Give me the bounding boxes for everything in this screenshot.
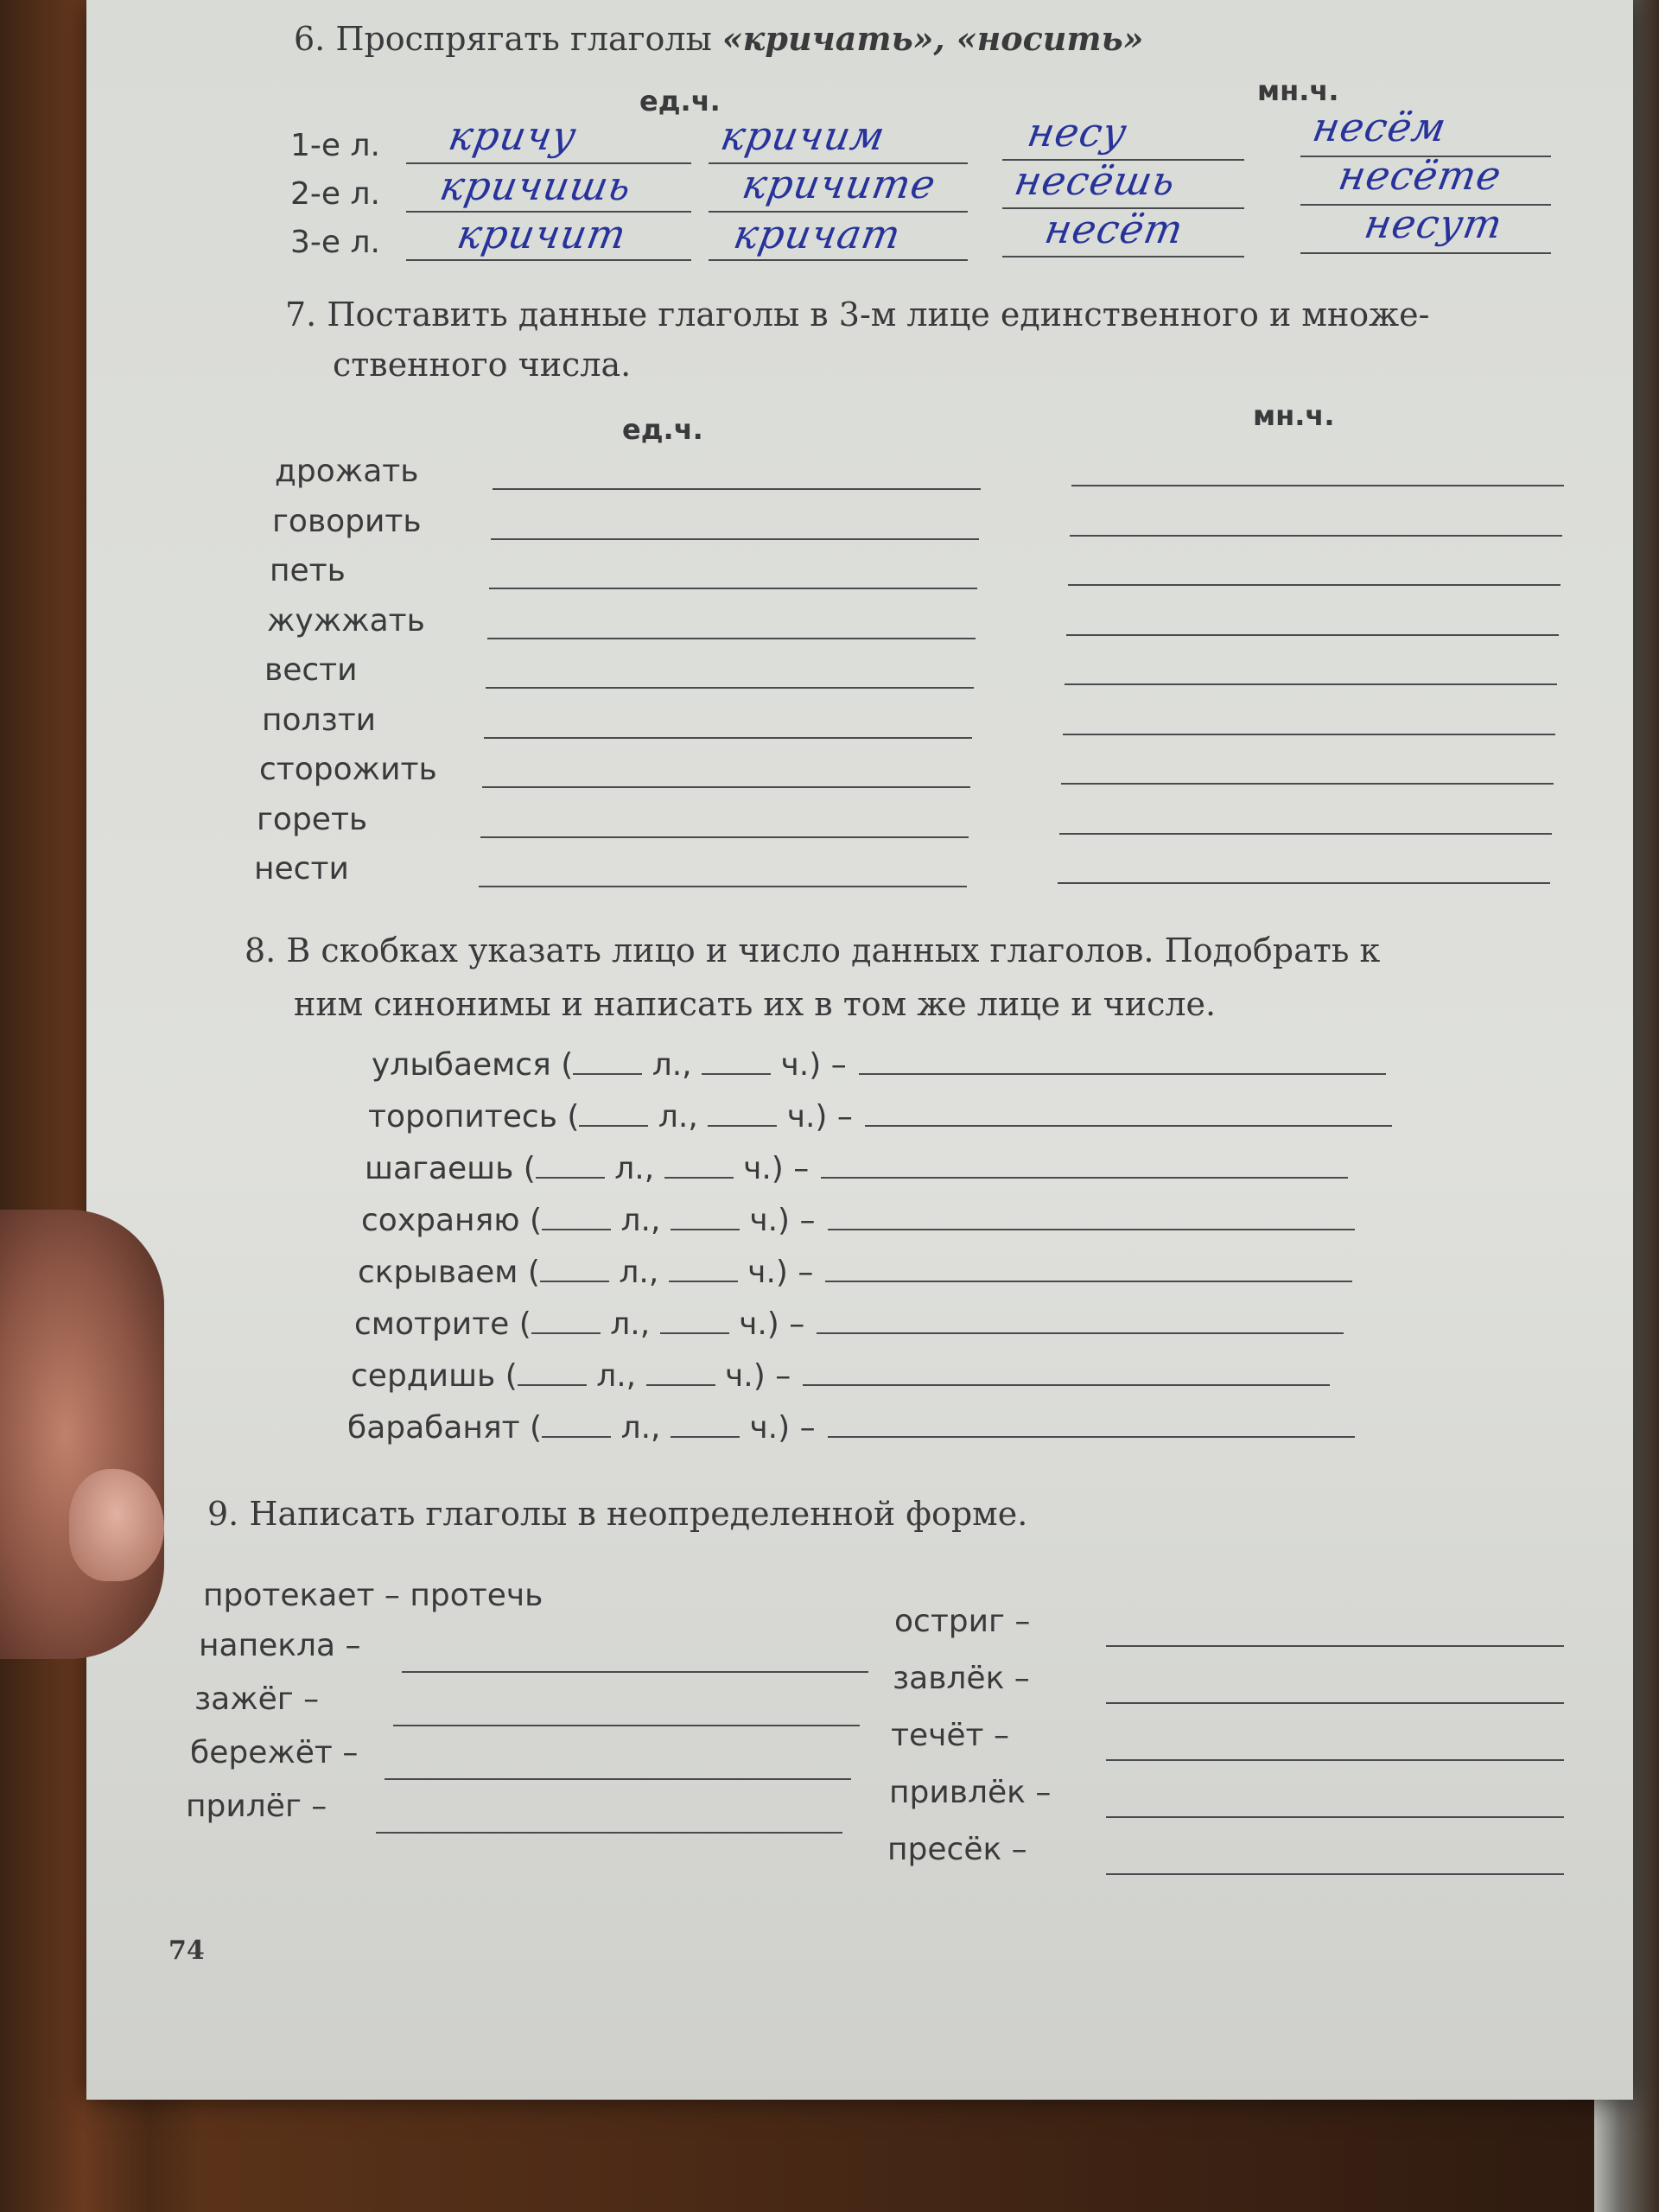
task9-left-answer-line[interactable] (402, 1671, 868, 1673)
task8-verb: барабанят (347, 1410, 520, 1446)
task6-person-1: 1-е л. (290, 128, 380, 163)
task7-pl-answer-line[interactable] (1071, 485, 1564, 486)
task9-left-answer-line[interactable] (376, 1832, 842, 1834)
task9-left-verb: прилёг – (186, 1789, 327, 1824)
person-abbr: л., (596, 1358, 637, 1394)
task7-pl-answer-line[interactable] (1070, 535, 1562, 537)
task7-verb: вести (264, 652, 358, 688)
thumb (0, 1210, 164, 1659)
task9-right-answer-line[interactable] (1106, 1873, 1564, 1875)
task7-pl-answer-line[interactable] (1061, 783, 1554, 785)
task9-right-answer-line[interactable] (1106, 1816, 1564, 1818)
number-blank[interactable] (671, 1412, 740, 1438)
task7-verb: петь (270, 553, 346, 588)
task7-pl-answer-line[interactable] (1066, 634, 1559, 636)
synonym-blank[interactable] (803, 1360, 1330, 1386)
task8-verb: смотрите (354, 1306, 510, 1342)
person-abbr: л., (652, 1047, 692, 1083)
number-blank[interactable] (646, 1360, 715, 1386)
task8-row: барабанят ( л., ч.) – (347, 1410, 1355, 1446)
task7-verb: жужжать (267, 602, 425, 639)
number-abbr: ч.) – (786, 1099, 853, 1135)
number-blank[interactable] (708, 1101, 777, 1127)
synonym-blank[interactable] (828, 1412, 1355, 1438)
task9-title: 9. Написать глаголы в неопределенной форме. (207, 1495, 1028, 1533)
answer-3sg-nosit: несёт (1041, 206, 1187, 252)
task9-example: протекает – протечь (203, 1578, 543, 1613)
answer-2pl-nosit: несёте (1335, 152, 1506, 199)
task9-right-verb: пресёк – (887, 1832, 1027, 1867)
answer-2sg-nosit: несёшь (1011, 157, 1179, 204)
person-abbr: л., (620, 1203, 661, 1238)
number-blank[interactable] (671, 1205, 740, 1230)
person-blank[interactable] (579, 1101, 648, 1127)
task6-pl-header: мн.ч. (1257, 74, 1339, 107)
person-blank[interactable] (536, 1153, 605, 1179)
workbook-page (86, 0, 1633, 2100)
task8-title-line1: 8. В скобках указать лицо и число данных глаголов. Подобрать к (245, 931, 1381, 969)
number-abbr: ч.) – (749, 1410, 816, 1446)
task7-sg-answer-line[interactable] (487, 638, 976, 639)
number-blank[interactable] (660, 1308, 729, 1334)
task7-sg-answer-line[interactable] (482, 786, 970, 788)
answer-2pl-kричать: кричите (739, 161, 940, 207)
task8-verb: торопитесь (368, 1099, 557, 1135)
task7-pl-answer-line[interactable] (1068, 584, 1560, 586)
number-abbr: ч.) – (747, 1255, 814, 1290)
person-abbr: л., (614, 1151, 655, 1186)
task7-pl-answer-line[interactable] (1059, 833, 1552, 835)
task7-title-line2: ственного числа. (333, 346, 632, 384)
answer-3sg-kричать: кричит (454, 211, 631, 257)
person-abbr: л., (619, 1255, 659, 1290)
page-number: 74 (168, 1936, 205, 1966)
synonym-blank[interactable] (828, 1205, 1355, 1230)
task9-right-verb: завлёк – (893, 1661, 1030, 1696)
number-abbr: ч.) – (749, 1203, 816, 1238)
task9-left-verb: напекла – (199, 1628, 361, 1663)
task8-row: скрываем ( л., ч.) – (358, 1255, 1352, 1290)
task7-sg-answer-line[interactable] (479, 886, 967, 887)
task9-left-verb: бережёт – (190, 1735, 359, 1770)
task7-verb: сторожить (259, 752, 437, 787)
task6-title: 6. Проспрягать глаголы «кричать», «носить» (294, 19, 1144, 58)
task8-row: смотрите ( л., ч.) – (354, 1306, 1344, 1342)
synonym-blank[interactable] (825, 1256, 1352, 1282)
answer-2sg-kричать: кричишь (436, 162, 636, 209)
person-abbr: л., (658, 1099, 698, 1135)
task6-sg-header: ед.ч. (639, 85, 721, 118)
task8-row: сохраняю ( л., ч.) – (361, 1203, 1355, 1238)
person-blank[interactable] (540, 1256, 609, 1282)
task8-row: торопитесь ( л., ч.) – (368, 1099, 1392, 1135)
task8-title-line2: ним синонимы и написать их в том же лице и числе. (294, 985, 1217, 1023)
task8-verb: сердишь (351, 1358, 496, 1394)
synonym-blank[interactable] (817, 1308, 1344, 1334)
person-abbr: л., (610, 1306, 651, 1342)
answer-1sg-kричать: кричу (445, 112, 581, 159)
task9-left-answer-line[interactable] (385, 1778, 851, 1780)
task6-person-3: 3-е л. (290, 225, 380, 260)
task7-verb: дрожать (275, 454, 419, 489)
answer-1sg-nosit: несу (1024, 109, 1131, 156)
task8-row: сердишь ( л., ч.) – (351, 1358, 1330, 1394)
number-abbr: ч.) – (780, 1047, 847, 1083)
number-abbr: ч.) – (743, 1151, 810, 1186)
task7-sg-answer-line[interactable] (480, 836, 969, 838)
person-blank[interactable] (531, 1308, 601, 1334)
task7-pl-answer-line[interactable] (1058, 882, 1550, 884)
task7-sg-answer-line[interactable] (486, 687, 974, 689)
task7-title-line1: 7. Поставить данные глаголы в 3-м лице единственного и множе- (285, 296, 1430, 334)
task7-sg-answer-line[interactable] (484, 737, 972, 739)
person-blank[interactable] (518, 1360, 587, 1386)
task7-sg-answer-line[interactable] (489, 588, 977, 589)
task7-sg-answer-line[interactable] (493, 488, 981, 490)
number-abbr: ч.) – (739, 1306, 805, 1342)
task8-verb: улыбаемся (372, 1047, 551, 1083)
task7-pl-answer-line[interactable] (1063, 734, 1555, 735)
answer-1pl-kричать: кричим (717, 112, 889, 159)
task9-right-verb: течёт – (891, 1718, 1009, 1753)
thumbnail (69, 1469, 164, 1581)
person-abbr: л., (620, 1410, 661, 1446)
number-abbr: ч.) – (725, 1358, 791, 1394)
task8-row: улыбаемся ( л., ч.) – (372, 1047, 1386, 1083)
task9-left-verb: зажёг – (194, 1681, 320, 1717)
task9-right-answer-line[interactable] (1106, 1759, 1564, 1761)
task9-right-verb: остриг – (894, 1604, 1031, 1639)
number-blank[interactable] (702, 1049, 771, 1075)
task7-verb: ползти (262, 702, 377, 738)
task7-verb: говорить (272, 503, 422, 539)
answer-1pl-nosit: несём (1309, 104, 1451, 150)
answer-3pl-kричать: кричат (730, 211, 905, 257)
task9-left-answer-line[interactable] (393, 1725, 860, 1726)
number-blank[interactable] (669, 1256, 738, 1282)
synonym-blank[interactable] (865, 1101, 1392, 1127)
synonym-blank[interactable] (821, 1153, 1348, 1179)
task8-verb: сохраняю (361, 1203, 520, 1238)
synonym-blank[interactable] (859, 1049, 1386, 1075)
task9-right-verb: привлёк – (889, 1775, 1052, 1810)
person-blank[interactable] (542, 1412, 611, 1438)
task7-pl-header: мн.ч. (1253, 399, 1335, 432)
task8-verb: шагаешь (365, 1151, 514, 1186)
task7-sg-answer-line[interactable] (491, 538, 979, 540)
person-blank[interactable] (573, 1049, 642, 1075)
task7-verb: гореть (257, 801, 368, 837)
task6-person-2: 2-е л. (290, 176, 380, 212)
task7-verb: нести (254, 851, 349, 887)
task8-verb: скрываем (358, 1255, 518, 1290)
number-blank[interactable] (664, 1153, 734, 1179)
task7-sg-header: ед.ч. (622, 413, 703, 446)
task9-right-answer-line[interactable] (1106, 1645, 1564, 1647)
task7-pl-answer-line[interactable] (1065, 683, 1557, 685)
answer-3pl-nosit: несут (1361, 200, 1507, 247)
person-blank[interactable] (542, 1205, 611, 1230)
task8-row: шагаешь ( л., ч.) – (365, 1151, 1348, 1186)
task9-right-answer-line[interactable] (1106, 1702, 1564, 1704)
